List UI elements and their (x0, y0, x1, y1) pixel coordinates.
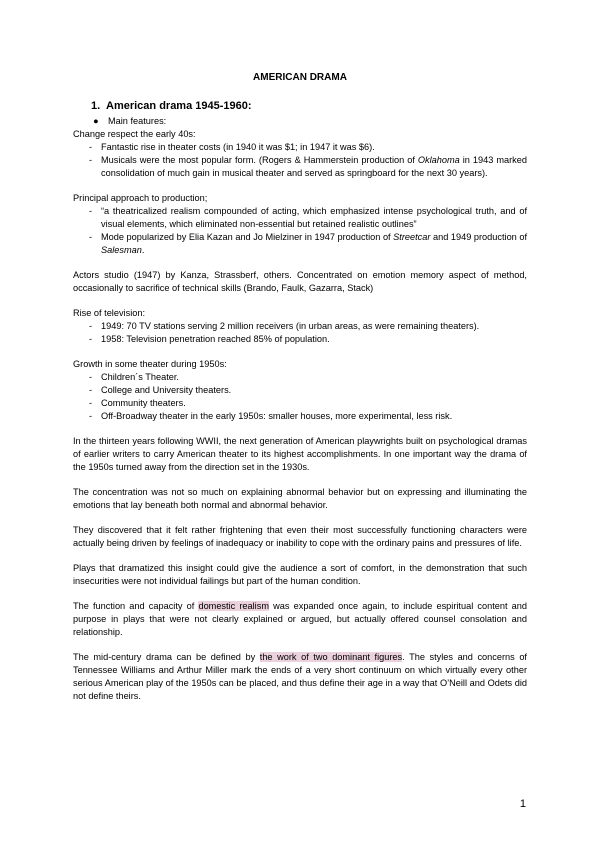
list-item: - Community theaters. (89, 398, 186, 408)
main-features-label: Main features: (108, 116, 167, 126)
list-item: - College and University theaters. (89, 385, 232, 395)
main-features-bullet (91, 115, 527, 127)
document-title: AMERICAN DRAMA (253, 72, 347, 83)
paragraph-function: The function and capacity of domestic realism was expanded once again, to include espiritual content and purpose in plays that were not clearly explained or argued, but actually offered counsel consolation and relationship. (73, 601, 527, 637)
section-title: American drama 1945-1960: (106, 100, 252, 112)
growth-heading: Growth in some theater during 1950s: (73, 359, 227, 369)
list-item: - 1949: 70 TV stations serving 2 million receivers (in urban areas, as were remaining theaters). (89, 321, 480, 331)
principal-list (73, 205, 527, 257)
list-item: - Mode popularized by Elia Kazan and Jo Mielziner in 1947 production of Streetcar and 1949 production of Salesman. (89, 232, 528, 255)
television-list (73, 320, 527, 346)
highlighted-text: domestic realism (198, 601, 269, 611)
highlighted-text: the work of two dominant figures (259, 652, 403, 662)
change-heading: Change respect the early 40s: (73, 129, 196, 139)
paragraph-wwii: In the thirteen years following WWII, the next generation of American playwrights built on psychological dramas of earlier writers to carry American theater to its highest accomplishments. In one important way the drama of the 1950s turned away from the direction set in the 1930s. (73, 436, 527, 472)
italic-title: Oklahoma (417, 155, 460, 165)
principal-heading: Principal approach to production; (73, 193, 208, 203)
actors-studio-paragraph: Actors studio (1947) by Kanza, Strassberf, others. Concentrated on emotion memory aspect of method, occasionally to sacrifice of technical skills (Brando, Faulk, Gazarra, Stack) (73, 270, 527, 293)
list-item: - Children´s Theater. (89, 372, 179, 382)
list-item: - Fantastic rise in theater costs (in 1940 it was $1; in 1947 it was $6). (89, 142, 375, 152)
page-number: 1 (519, 798, 526, 810)
section-number: 1. (91, 100, 101, 112)
document-page (73, 72, 527, 703)
paragraph-midcentury: The mid-century drama can be defined by the work of two dominant figures. The styles and concerns of Tennessee Williams and Arthur Miller mark the ends of a very short continuum on which virtually every other serious American play of the 1950s can be placed, and thus define their age in a way that O’Neill and Odets did not define theirs. (73, 652, 527, 701)
television-heading: Rise of television: (73, 308, 146, 318)
bullet-dot: ● (93, 116, 99, 126)
list-item: - 1958: Television penetration reached 85% of population. (89, 334, 330, 344)
paragraph-discovered: They discovered that it felt rather frightening that even their most successfully functioning characters were actually being driven by feelings of inadequacy or inability to cope with the ordinary pains and pressures of life. (73, 525, 527, 548)
change-list (73, 141, 527, 180)
list-item: - Musicals were the most popular form. (Rogers & Hammerstein production of Oklahoma in 1943 marked consolidation of much gain in musical theater and served as springboard for the next 30 years). (89, 155, 527, 178)
paragraph-plays: Plays that dramatized this insight could give the audience a sort of comfort, in the demonstration that such insecurities were not individual failings but part of the human condition. (73, 563, 527, 586)
list-item: - “a theatricalized realism compounded of acting, which emphasized intense psychological truth, and of visual elements, which eliminated non-essential but retained realistic outlines” (89, 206, 527, 229)
section-heading (91, 100, 527, 112)
italic-title: Salesman (101, 245, 142, 255)
italic-title: Streetcar (393, 232, 431, 242)
list-item: - Off-Broadway theater in the early 1950s: smaller houses, more experimental, less risk. (89, 411, 453, 421)
growth-list (73, 371, 527, 423)
paragraph-concentration: The concentration was not so much on explaining abnormal behavior but on expressing and illuminating the emotions that lay beneath both normal and abnormal behavior. (73, 487, 527, 510)
